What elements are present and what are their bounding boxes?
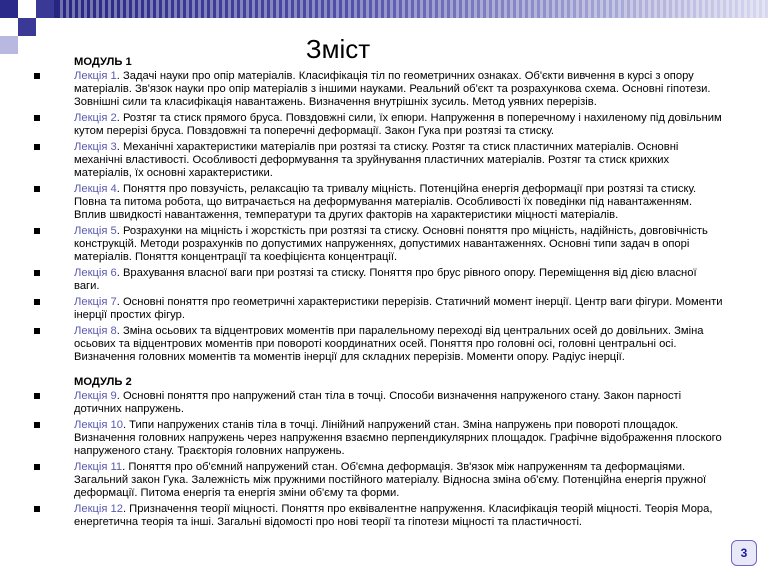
lecture-text: . Задачі науки про опір матеріалів. Класифікація тіл по геометричних ознаках. Об'єкти вивчення в курсі з опору матеріалів. Зв'язок науки про опір матеріалів з іншими науками. Реальний об'єкт та розрахункова схема. Основні гіпотези. Зовнішні сили та класифікація навантажень. Визначення внутрішніх зусиль. Метод уявних перерізів. xyxy=(74,70,711,108)
lecture-text: . Зміна осьових та відцентрових моментів при паралельному переході від центральних осей до довільних. Зміна осьових та відцентрових моментів при повороті координатних осей. Поняття про головні осі, головні центральні осі. Визначення головних моментів та моментів інерції для складних перерізів. Моменти опору. Радіус інерції. xyxy=(74,325,704,363)
lecture-label: Лекція 11 xyxy=(74,461,123,473)
square-bullet-icon xyxy=(34,422,40,428)
lecture-label: Лекція 2 xyxy=(74,112,117,124)
square-bullet-icon xyxy=(34,186,40,192)
lecture-label: Лекція 8 xyxy=(74,325,117,337)
module-2-heading: МОДУЛЬ 2 xyxy=(74,376,132,388)
square-bullet-icon xyxy=(34,115,40,121)
lecture-item xyxy=(34,70,724,109)
lecture-item xyxy=(34,112,724,138)
lecture-label: Лекція 3 xyxy=(74,141,117,153)
lecture-item xyxy=(34,183,724,222)
lecture-label: Лекція 1 xyxy=(74,70,117,82)
module-2-lecture-list xyxy=(34,390,724,529)
lecture-item xyxy=(34,325,724,364)
lecture-label: Лекція 5 xyxy=(74,225,117,237)
lecture-text: . Основні поняття про геометричні характеристики перерізів. Статичний момент інерції. Центр ваги фігури. Моменти інерції простих фігур. xyxy=(74,296,723,321)
lecture-item xyxy=(34,141,724,180)
lecture-label: Лекція 7 xyxy=(74,296,117,308)
lecture-text: . Поняття про об'ємний напружений стан. Об'ємна деформація. Зв'язок між напруженням та деформаціями. Загальний закон Гука. Залежність між пружними постійного матеріалу. Відносна зміна об'єму. Потенційна енергія пружної деформації. Питома енергія та енергія зміни об'єму та форми. xyxy=(74,461,707,499)
page-number-badge: 3 xyxy=(731,540,757,566)
lecture-item xyxy=(34,225,724,264)
square-bullet-icon xyxy=(34,464,40,470)
module-1-heading: МОДУЛЬ 1 xyxy=(74,56,132,68)
lecture-text: . Призначення теорії міцності. Поняття про еквівалентне напруження. Класифікація теорій міцності. Теорія Мора, енергетична теорія та інші. Загальні відомості про нові теорії та гіпотези міцності та пластичності. xyxy=(74,503,713,528)
module-1-lecture-list xyxy=(34,70,724,364)
lecture-item xyxy=(34,296,724,322)
lecture-text: . Типи напружених станів тіла в точці. Лінійний напружений стан. Зміна напружень при повороті площадок. Визначення головних напружень через напруження взаємно перпендикулярних площадок. Графічне відображення плоского напруженого стану. Траєкторія головних напружень. xyxy=(74,419,722,457)
lecture-item xyxy=(34,390,724,416)
lecture-text: . Розрахунки на міцність і жорсткість при розтязі та стиску. Основні поняття про міцність, надійність, довговічність конструкцій. Методи розрахунків по допустимих напруженнях, допустимих навантаженнях. Основні типи задач в опорі матеріалів. Поняття концентрації та коефіцієнта концентрації. xyxy=(74,225,708,263)
lecture-text: . Механічні характеристики матеріалів при розтязі та стиску. Розтяг та стиск пластичних матеріалів. Основні механічні властивості. Особливості деформування та зруйнування пластичних матеріалів. Розтяг та стиск крихких матеріалів, їх основні характеристики. xyxy=(74,141,679,179)
square-bullet-icon xyxy=(34,73,40,79)
contents-body xyxy=(34,56,724,532)
lecture-label: Лекція 4 xyxy=(74,183,117,195)
lecture-label: Лекція 6 xyxy=(74,267,117,279)
square-bullet-icon xyxy=(34,393,40,399)
lecture-text: . Врахування власної ваги при розтязі та стиску. Поняття про брус рівного опору. Переміщення від дією власної ваги. xyxy=(74,267,697,292)
lecture-text: . Поняття про повзучість, релаксацію та тривалу міцність. Потенційна енергія деформації при розтязі та стиску. Повна та питома робота, що витрачається на деформування матеріалів. Особливості їх поведінки під навантаженням. Вплив швидкості навантаження, температури та других факторів на характеристики міцності матеріалів. xyxy=(74,183,697,221)
lecture-item xyxy=(34,503,724,529)
square-bullet-icon xyxy=(34,144,40,150)
lecture-label: Лекція 12 xyxy=(74,503,123,515)
lecture-text: . Основні поняття про напружений стан тіла в точці. Способи визначення напруженого стану. Закон парності дотичних напружень. xyxy=(74,390,682,415)
lecture-text: . Розтяг та стиск прямого бруса. Повздовжні сили, їх епюри. Напруження в поперечному і нахиленому під довільним кутом перерізі бруса. Повздовжні та поперечні деформації. Закон Гука при розтязі та стиску. xyxy=(74,112,722,137)
square-bullet-icon xyxy=(34,328,40,334)
lecture-label: Лекція 9 xyxy=(74,390,117,402)
lecture-item xyxy=(34,419,724,458)
lecture-label: Лекція 10 xyxy=(74,419,123,431)
lecture-item xyxy=(34,461,724,500)
square-bullet-icon xyxy=(34,270,40,276)
square-bullet-icon xyxy=(34,228,40,234)
square-bullet-icon xyxy=(34,506,40,512)
square-bullet-icon xyxy=(34,299,40,305)
slide-title: Зміст xyxy=(305,34,371,64)
lecture-item xyxy=(34,267,724,293)
